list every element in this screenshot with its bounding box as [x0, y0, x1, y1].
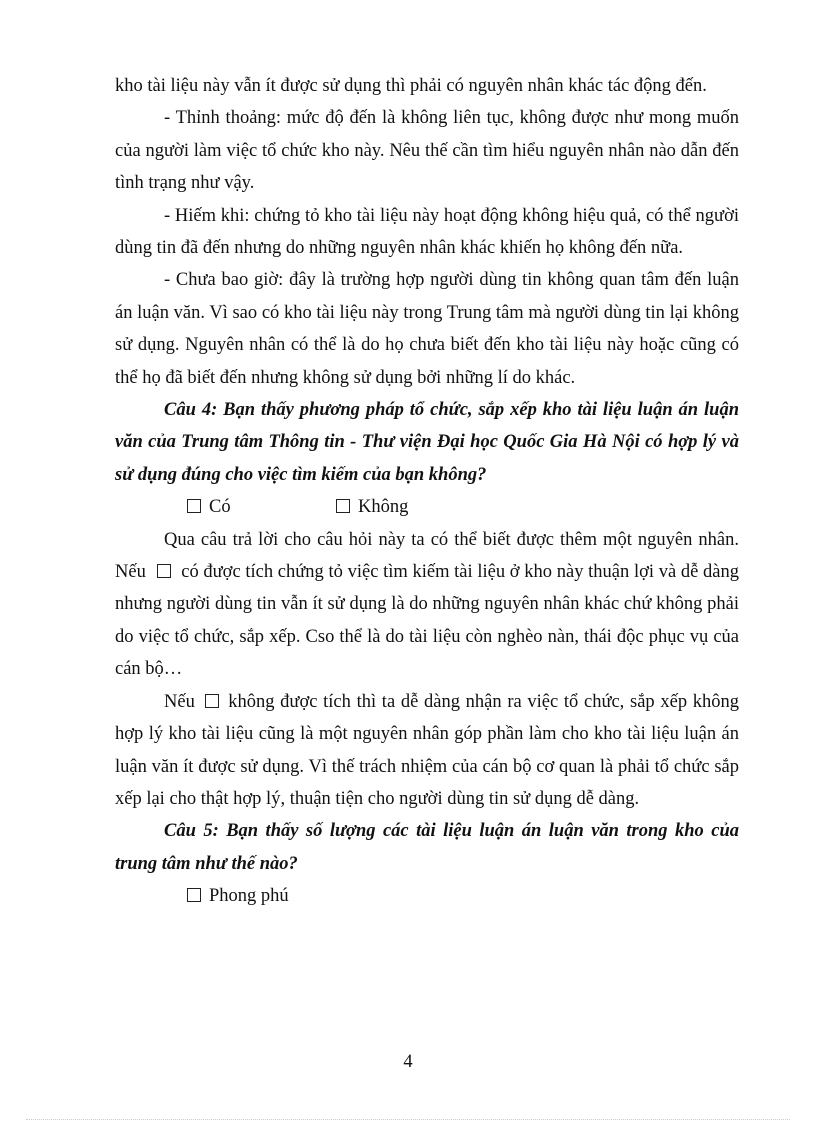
paragraph-hiem-khi: - Hiếm khi: chứng tỏ kho tài liệu này hoạt động không hiệu quả, có thể người dùng tin đã đến nhưng do những nguyên nhân khác khiến họ không đến nữa. — [115, 205, 739, 259]
paragraph-chua-bao-gio: - Chưa bao giờ: đây là trường hợp người dùng tin không quan tâm đến luận án luận văn. Vì sao có kho tài liệu này trong Trung tâm mà người dùng tin lại không sử dụng. Nguyên nhân có thể là do họ chưa biết đến kho tài liệu này hoặc cũng có thể họ đã biết đến nhưng không sử dụng bởi những lí do khác. — [115, 270, 739, 388]
paragraph-explanation-khong — [115, 686, 739, 816]
option-phong-phu-label: Phong phú — [209, 886, 289, 907]
body-text — [115, 70, 739, 913]
option-phong-phu[interactable] — [187, 880, 289, 912]
paragraph-continuation: kho tài liệu này vẫn ít được sử dụng thì phải có nguyên nhân khác tác động đến. — [115, 76, 707, 96]
page-number: 4 — [403, 1052, 413, 1072]
question-4: Câu 4: Bạn thấy phương pháp tổ chức, sắp xếp kho tài liệu luận án luận văn của Trung tâm Thông tin - Thư viện Đại học Quốc Gia Hà Nội có hợp lý và sử dụng đúng cho việc tìm kiếm của bạn không? — [115, 400, 739, 485]
paragraph-text-part: không được tích thì ta dễ dàng nhận ra việc tổ chức, sắp xếp không hợp lý kho tài liệu cũng là một nguyên nhân góp phần làm cho kho tài liệu luận án luận văn ít được sử dụng. Vì thế trách nhiệm của cán bộ cơ quan là phải tổ chức sắp xếp lại cho thật hợp lý, thuận tiện cho người dùng tin sử dụng dễ dàng. — [115, 691, 740, 809]
checkbox-icon[interactable] — [336, 499, 350, 513]
option-co[interactable] — [187, 491, 231, 523]
option-khong-label: Không — [358, 497, 409, 518]
checkbox-icon — [205, 694, 219, 708]
option-khong[interactable] — [336, 491, 408, 523]
option-co-label: Có — [209, 497, 231, 518]
bottom-dotted-divider — [26, 1119, 790, 1120]
paragraph-text-part: có được tích chứng tỏ việc tìm kiếm tài liệu ở kho này thuận lợi và dễ dàng nhưng người dùng tin vẫn ít sử dụng là do những nguyên nhân khác chứ không phải do việc tổ chức, sắp xếp. Cso thể là do tài liệu còn nghèo nàn, thái độc phục vụ của cán bộ… — [115, 562, 739, 680]
paragraph-text-part: Qua câu trả lời cho câu hỏi này ta có thể biết được thêm một nguyên nhân. Nếu — [115, 529, 739, 583]
question-4-options — [115, 491, 739, 523]
question-5-options — [115, 880, 739, 912]
paragraph-text-part: Nếu — [164, 691, 195, 712]
checkbox-icon[interactable] — [187, 499, 201, 513]
question-5: Câu 5: Bạn thấy số lượng các tài liệu luận án luận văn trong kho của trung tâm như thế nào? — [115, 821, 739, 874]
checkbox-icon[interactable] — [187, 888, 201, 902]
checkbox-icon — [157, 564, 171, 578]
paragraph-thinh-thoang: - Thỉnh thoảng: mức độ đến là không liên tục, không được như mong muốn của người làm việc tổ chức kho này. Nêu thế cần tìm hiểu nguyên nhân nào dẫn đến tình trạng như vậy. — [115, 108, 739, 194]
paragraph-explanation-co — [115, 524, 739, 686]
